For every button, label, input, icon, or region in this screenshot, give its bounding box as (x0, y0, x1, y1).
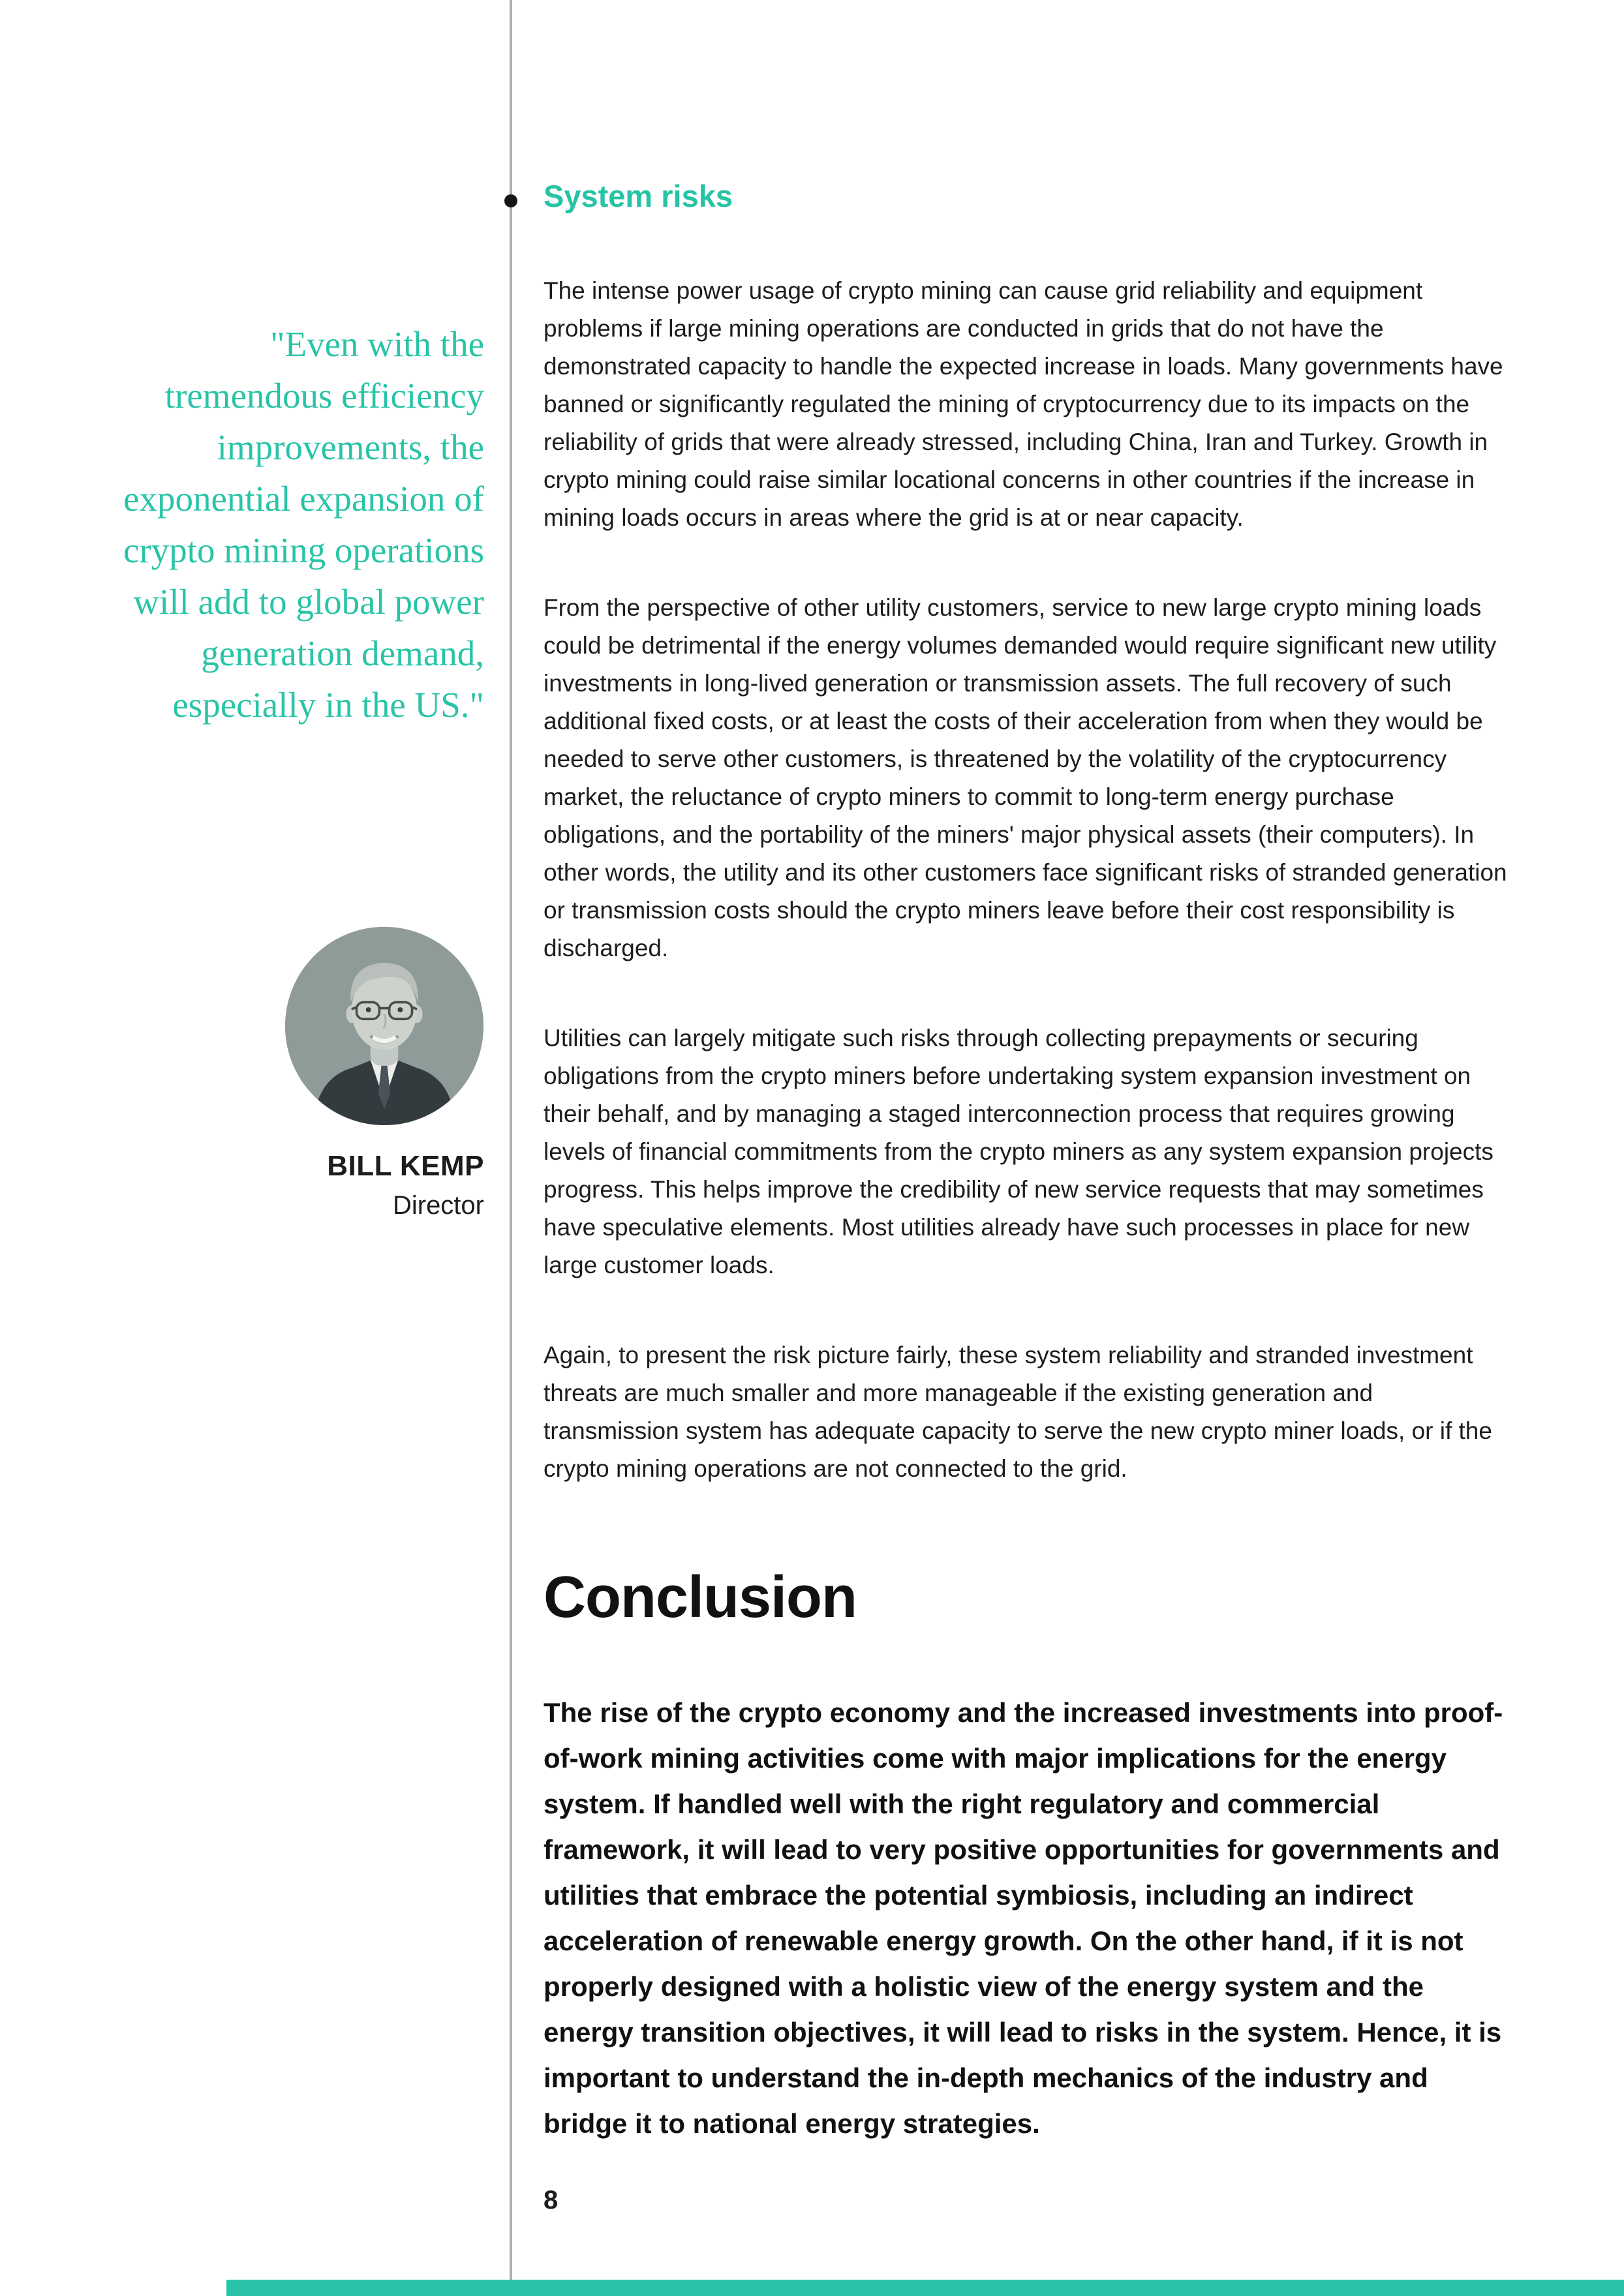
body-paragraph-1: The intense power usage of crypto mining can cause grid reliability and equipment problems if large mining operations are conducted in grids that do not have the demonstrated capacity to handle the expected increase in loads. Many governments have banned or significantly regulated the mining of cryptocurrency due to its impacts on the reliability of grids that were already stressed, including China, Iran and Turkey. Growth in crypto mining could raise similar locational concerns in other countries if the increase in mining loads occurs in areas where the grid is at or near capacity. (544, 277, 1503, 531)
author-photo (285, 927, 483, 1125)
column-divider-line (510, 0, 512, 2296)
section-heading: System risks (544, 179, 733, 213)
bottom-accent-bar (226, 2280, 1624, 2296)
author-title: Director (392, 1191, 484, 1220)
pull-quote: "Even with the tremendous efficiency improvements, the exponential expansion of crypto mining operations will add to global power generation demand, especially in the US." (123, 324, 484, 725)
body-paragraph-4: Again, to present the risk picture fairly, these system reliability and stranded investment threats are much smaller and more manageable if the existing generation and transmission system has adequate capacity to serve the new crypto miner loads, or if the crypto mining operations are not connected to the grid. (544, 1342, 1492, 1482)
main-content (544, 0, 1509, 2215)
conclusion-heading: Conclusion (544, 1565, 857, 1630)
conclusion-paragraph: The rise of the crypto economy and the increased investments into proof-of-work mining activities come with major implications for the energy system. If handled well with the right regulatory and commercial framework, it will lead to very positive opportunities for governments and utilities that embrace the potential symbiosis, including an indirect acceleration of renewable energy growth. On the other hand, if it is not properly designed with a holistic view of the energy system and the energy transition objectives, it will lead to risks in the system. Hence, it is important to understand the in-depth mechanics of the industry and bridge it to national energy strategies. (544, 1697, 1503, 2139)
portrait-photo-icon (285, 927, 483, 1125)
body-paragraph-3: Utilities can largely mitigate such risks through collecting prepayments or securing obligations from the crypto miners before undertaking system expansion investment on their behalf, and by managing a staged interconnection process that requires growing levels of financial commitments from the crypto miners as any system expansion projects progress. This helps improve the credibility of new service requests that may sometimes have speculative elements. Most utilities already have such processes in place for new large customer loads. (544, 1025, 1494, 1278)
author-name: BILL KEMP (327, 1150, 484, 1182)
page-number: 8 (544, 2186, 559, 2214)
section-bullet-dot (504, 194, 517, 207)
body-paragraph-2: From the perspective of other utility customers, service to new large crypto mining loads could be detrimental if the energy volumes demanded would require significant new utility investments in long-lived generation or transmission assets. The full recovery of such additional fixed costs, or at least the costs of their acceleration from when they would be needed to serve other customers, is threatened by the volatility of the cryptocurrency market, the reluctance of crypto miners to commit to long-term energy purchase obligations, and the portability of the miners' major physical assets (their computers). In other words, the utility and its other customers face significant risks of stranded generation or transmission costs should the crypto miners leave before their cost responsibility is discharged. (544, 594, 1507, 961)
